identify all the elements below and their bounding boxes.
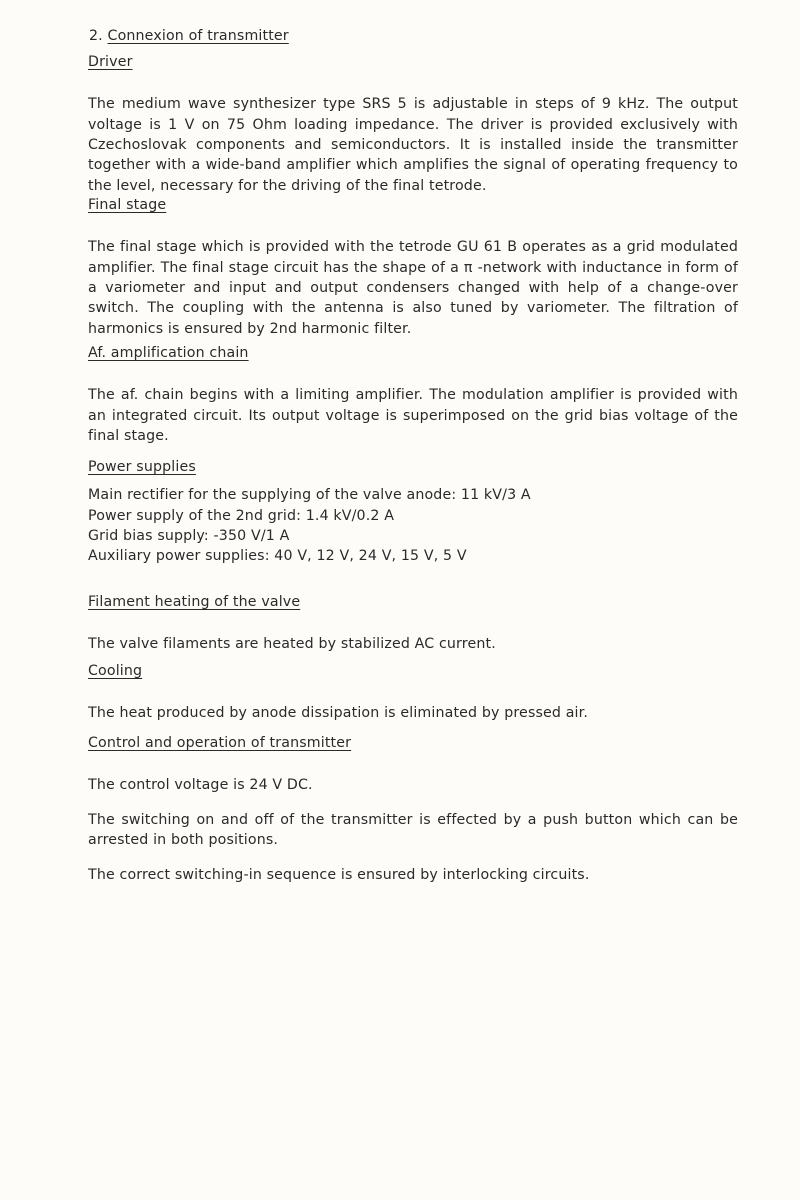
section-heading: Filament heating of the valve xyxy=(88,594,301,610)
section-text: The valve filaments are heated by stabilized AC current. xyxy=(88,636,496,653)
power-supply-list xyxy=(88,485,738,566)
section-heading: Final stage xyxy=(88,197,167,213)
section-heading: Power supplies xyxy=(88,459,196,475)
section-cooling xyxy=(88,661,738,738)
power-supply-line: Auxiliary power supplies: 40 V, 12 V, 24 V, 15 V, 5 V xyxy=(88,548,467,565)
section-final-stage xyxy=(88,195,738,353)
section-text: The switching on and off of the transmitter is effected by a push button which can be arrested in both positions. xyxy=(88,811,738,849)
section-text: The medium wave synthesizer type SRS 5 is adjustable in steps of 9 kHz. The output voltage is 1 V on 75 Ohm loading impedance. The driver is provided exclusively with Czechoslovak components and semiconductors. It is installed inside the transmitter together with a wide-band amplifier which amplifies the signal of operating frequency to the level, necessary for the driving of the final tetrode. xyxy=(88,96,738,194)
section-text: The af. chain begins with a limiting amplifier. The modulation amplifier is provided with an integrated circuit. Its output voltage is superimposed on the grid bias voltage of the final stage. xyxy=(88,387,738,445)
section-heading: Driver xyxy=(88,54,133,70)
section-text: The control voltage is 24 V DC. xyxy=(88,777,313,794)
section-control xyxy=(88,733,738,899)
section-heading: Af. amplification chain xyxy=(88,345,249,361)
section-filament xyxy=(88,592,738,669)
title-text: Connexion of transmitter xyxy=(107,28,289,44)
section-heading: Control and operation of transmitter xyxy=(88,735,352,751)
section-driver xyxy=(88,52,738,210)
section-af-chain xyxy=(88,343,738,461)
section-heading: Cooling xyxy=(88,663,143,679)
title-number: 2. xyxy=(89,28,103,44)
section-power-supplies xyxy=(88,457,738,566)
power-supply-line: Grid bias supply: -350 V/1 A xyxy=(88,527,290,544)
power-supply-line: Power supply of the 2nd grid: 1.4 kV/0.2 A xyxy=(88,507,395,524)
section-text: The correct switching-in sequence is ensured by interlocking circuits. xyxy=(88,866,590,883)
page-title xyxy=(89,26,289,46)
section-text: The final stage which is provided with the tetrode GU 61 B operates as a grid modulated amplifier. The final stage circuit has the shape of a π -network with inductance in form of a variometer and input and output condensers changed with help of a change-over switch. The coupling with the antenna is also tuned by variometer. The filtration of harmonics is ensured by 2nd harmonic filter. xyxy=(88,239,738,337)
power-supply-line: Main rectifier for the supplying of the valve anode: 11 kV/3 A xyxy=(88,487,531,504)
section-text: The heat produced by anode dissipation is eliminated by pressed air. xyxy=(88,705,588,722)
